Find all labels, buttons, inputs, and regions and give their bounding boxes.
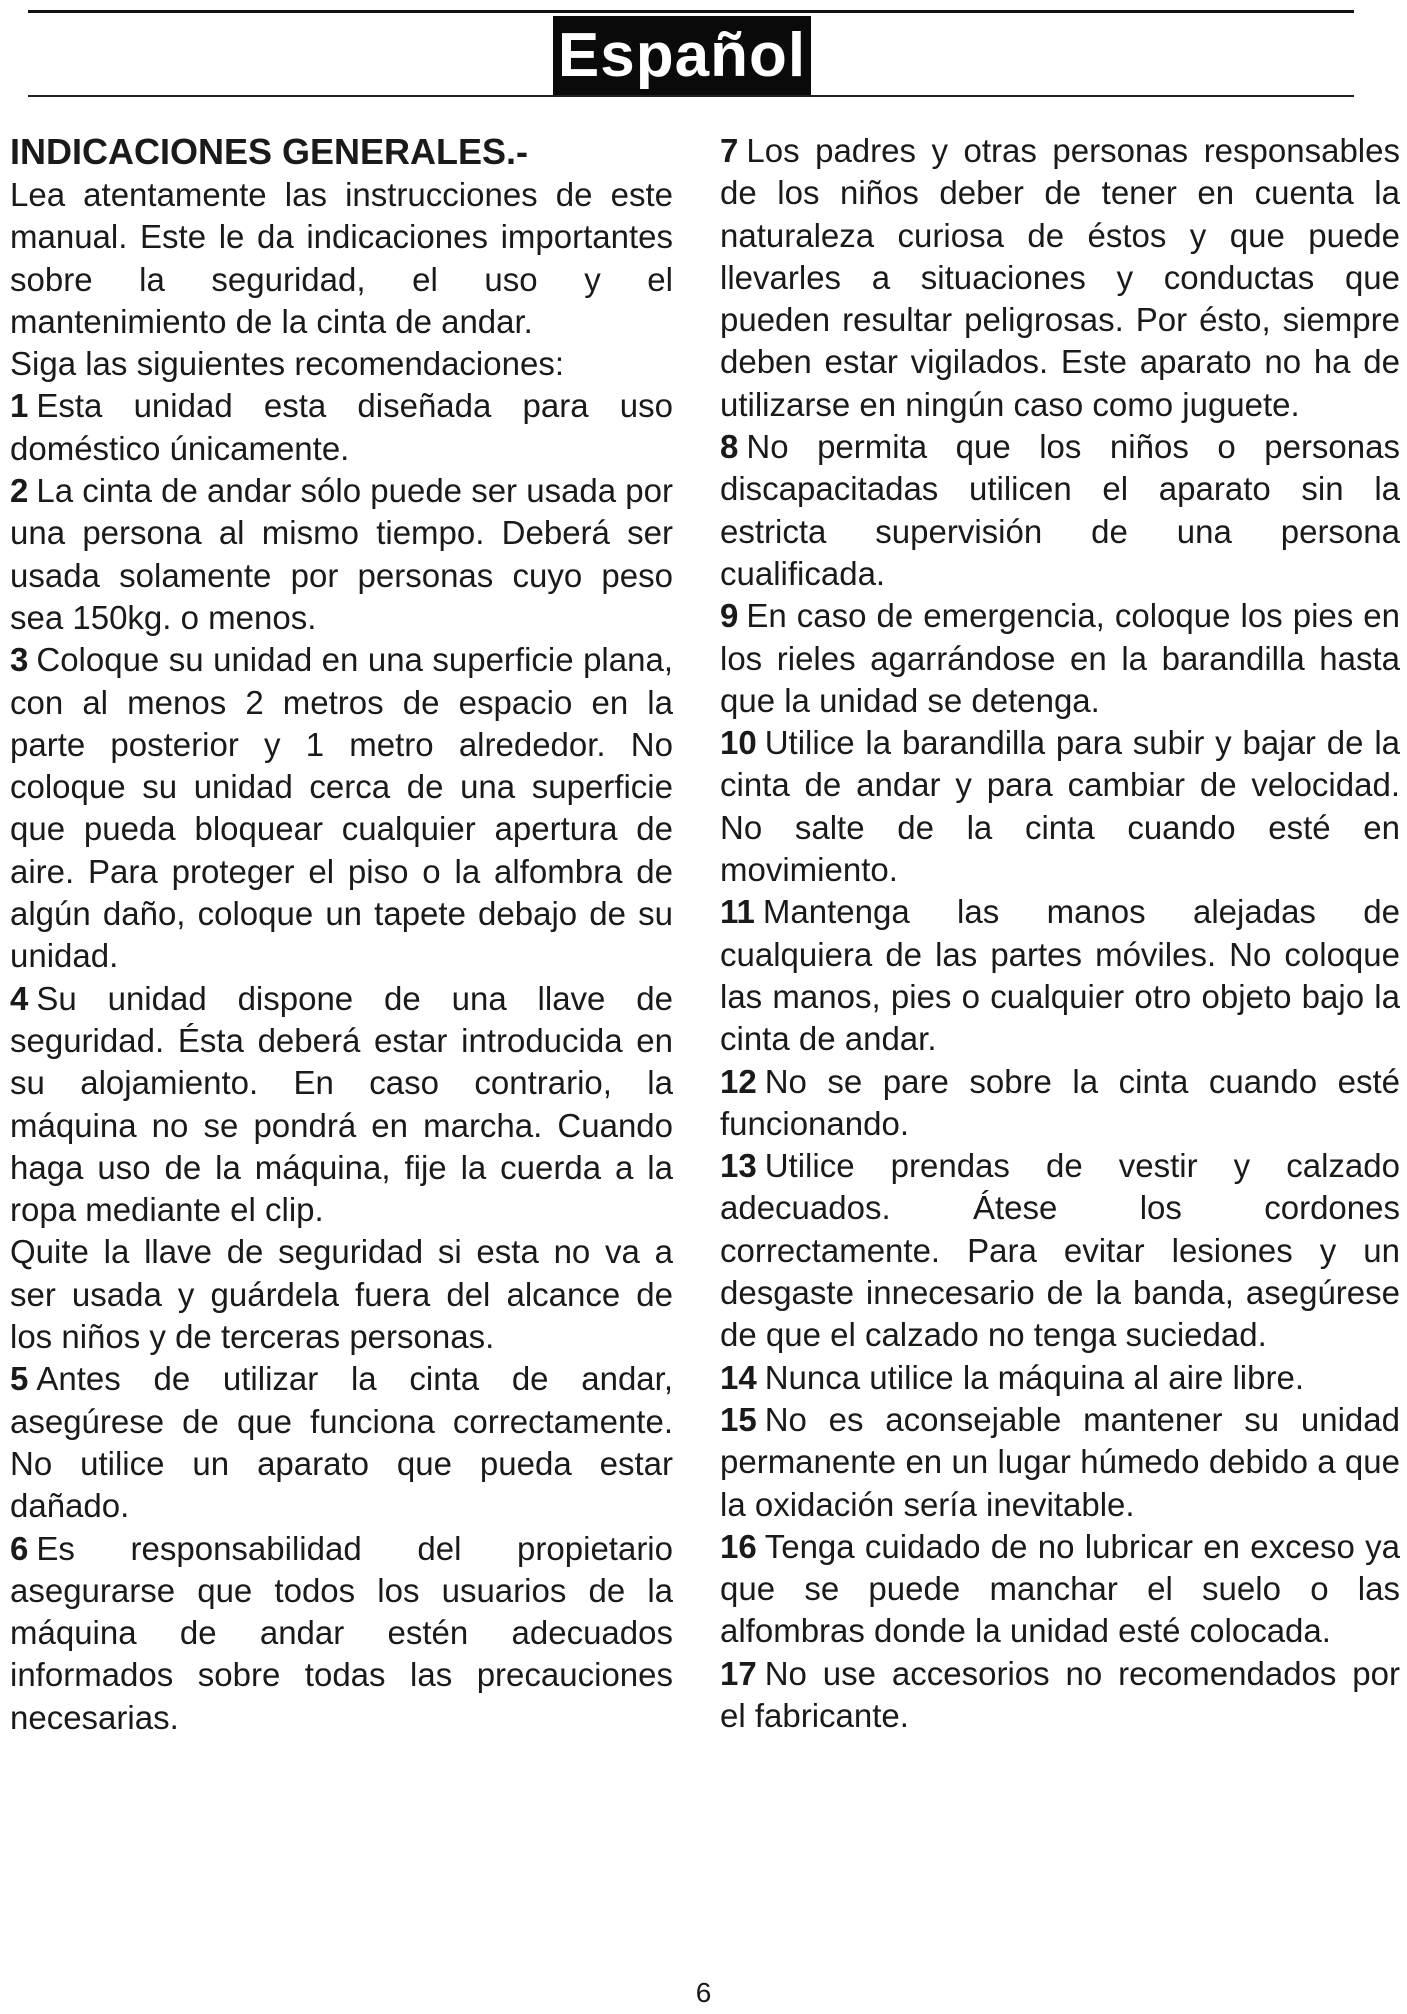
- intro-paragraph: Lea atentamente las instrucciones de este manual. Este le da indicaciones importantes sobre la seguridad, el uso y el mantenimiento de la cinta de andar.: [10, 176, 673, 340]
- item-number: 16: [720, 1527, 757, 1565]
- item-text: Utilice la barandilla para subir y bajar de la cinta de andar y para cambiar de velocidad. No salte de la cinta cuando esté en movimiento.: [720, 724, 1400, 889]
- item-number: 2: [10, 472, 29, 510]
- list-item: [10, 978, 673, 1232]
- list-item: [10, 1358, 673, 1527]
- list-item: [720, 1357, 1400, 1399]
- item-text: Los padres y otras personas responsables de los niños deber de tener en cuenta la naturaleza curiosa de éstos y que puede llevarles a situaciones y conductas que pueden resultar peligrosas. Por ésto, siempre deben estar vigilados. Este aparato no ha de utilizarse en ningún caso como juguete.: [720, 132, 1400, 423]
- language-badge: Español: [553, 16, 811, 96]
- list-item: [720, 1145, 1400, 1356]
- header-top-rule: [28, 10, 1354, 13]
- item-number: 4: [10, 979, 29, 1017]
- item-number: 5: [10, 1360, 29, 1398]
- item-text: Nunca utilice la máquina al aire libre.: [764, 1358, 1304, 1396]
- item-text: La cinta de andar sólo puede ser usada por una persona al mismo tiempo. Deberá ser usada solamente por personas cuyo peso sea 150kg. o menos.: [10, 472, 673, 636]
- item-text: Mantenga las manos alejadas de cualquiera de las partes móviles. No coloque las manos, pies o cualquier otro objeto bajo la cinta de andar.: [720, 893, 1400, 1058]
- section-heading: INDICACIONES GENERALES.-: [10, 131, 529, 172]
- list-item: [720, 1526, 1400, 1653]
- list-item: [720, 595, 1400, 722]
- item-number: 1: [10, 387, 29, 425]
- item-number: 15: [720, 1400, 757, 1438]
- item-number: 14: [720, 1358, 757, 1396]
- page-number: 6: [695, 1977, 712, 2008]
- item-text: En caso de emergencia, coloque los pies en los rieles agarrándose en la barandilla hasta que la unidad se detenga.: [720, 597, 1400, 719]
- item-text: Tenga cuidado de no lubricar en exceso ya que se puede manchar el suelo o las alfombras donde la unidad esté colocada.: [720, 1527, 1400, 1650]
- item-4-continuation: Quite la llave de seguridad si esta no va a ser usada y guárdela fuera del alcance de los niños y de terceras personas.: [10, 1233, 673, 1356]
- list-item: [720, 1061, 1400, 1146]
- list-item: [720, 1399, 1400, 1526]
- item-text: Utilice prendas de vestir y calzado adecuados. Átese los cordones correctamente. Para evitar lesiones y un desgaste innecesario de la banda, asegúrese de que el calzado no tenga suciedad.: [720, 1147, 1400, 1354]
- item-number: 6: [10, 1529, 29, 1567]
- left-column: [10, 130, 673, 1739]
- item-number: 10: [720, 724, 757, 762]
- item-number: 11: [720, 893, 755, 931]
- list-item: [720, 130, 1400, 426]
- list-item: [10, 385, 673, 470]
- item-text: Es responsabilidad del propietario asegurarse que todos los usuarios de la máquina de andar estén adecuados informados sobre todas las precauciones necesarias.: [10, 1529, 673, 1736]
- item-number: 13: [720, 1147, 757, 1185]
- item-text: No use accesorios no recomendados por el fabricante.: [720, 1654, 1400, 1734]
- item-text: No es aconsejable mantener su unidad permanente en un lugar húmedo debido a que la oxidación sería inevitable.: [720, 1400, 1400, 1523]
- right-column: [720, 130, 1400, 1737]
- item-text: Antes de utilizar la cinta de andar, asegúrese de que funciona correctamente. No utilice un aparato que pueda estar dañado.: [10, 1360, 673, 1525]
- item-text: Coloque su unidad en una superficie plana, con al menos 2 metros de espacio en la parte posterior y 1 metro alrededor. No coloque su unidad cerca de una superficie que pueda bloquear cualquier apertura de aire. Para proteger el piso o la alfombra de algún daño, coloque un tapete debajo de su unidad.: [10, 641, 673, 975]
- item-number: 12: [720, 1062, 757, 1100]
- list-item: [10, 639, 673, 977]
- item-text: No se pare sobre la cinta cuando esté funcionando.: [720, 1062, 1400, 1142]
- list-item: [10, 1528, 673, 1739]
- lead-paragraph: Siga las siguientes recomendaciones:: [10, 345, 564, 383]
- item-number: 3: [10, 641, 29, 679]
- list-item: [720, 891, 1400, 1060]
- item-text: Esta unidad esta diseñada para uso doméstico únicamente.: [10, 387, 673, 467]
- item-text: Su unidad dispone de una llave de seguridad. Ésta deberá estar introducida en su alojamiento. En caso contrario, la máquina no se pondrá en marcha. Cuando haga uso de la máquina, fije la cuerda a la ropa mediante el clip.: [10, 979, 673, 1229]
- list-item: [720, 1653, 1400, 1738]
- item-number: 7: [720, 132, 739, 169]
- item-number: 9: [720, 597, 739, 635]
- list-item: [720, 722, 1400, 891]
- item-number: 17: [720, 1654, 757, 1692]
- list-item: [720, 426, 1400, 595]
- item-number: 8: [720, 428, 739, 466]
- list-item: [10, 470, 673, 639]
- item-text: No permita que los niños o personas discapacitadas utilicen el aparato sin la estricta supervisión de una persona cualificada.: [720, 428, 1400, 592]
- header-bottom-rule: [28, 95, 1354, 97]
